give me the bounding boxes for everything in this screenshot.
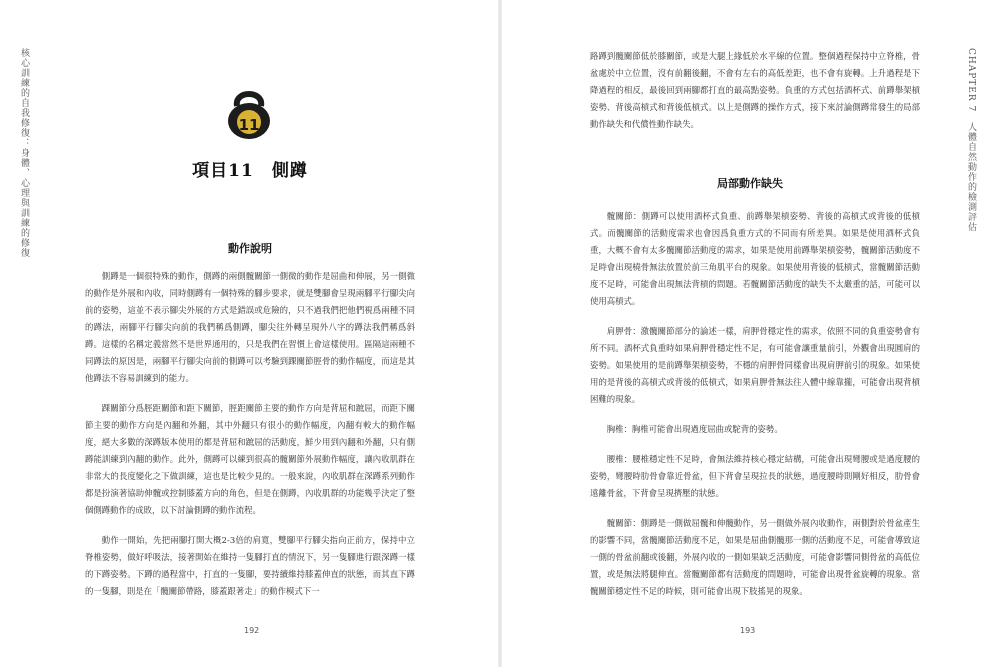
paragraph: 髖關節：側蹲是一側做屈髖和伸髖動作，另一側做外展內收動作，兩側對於骨盆產生的影響不同，當髖關節活動度不足，如果是屈曲側髖那一側的活動度不足，可能會導致這一側的骨盆前翻或後翻，外展內收的一側如果缺乏活動度，可能會影響同側骨盆的高低位置，或是無法將腿伸直。當髖關節都有活動度的問題時，可能會出現骨盆旋轉的現象。當髖關節穩定性不足的時候，則可能會出現下肢搖晃的現象。 [590, 518, 920, 596]
right-body-text [590, 208, 920, 613]
paragraph: 肩胛骨：激髖關節部分的論述一樣，肩胛骨穩定性的需求，依照不同的負重姿勢會有所不同。酒杯式負重時如果肩胛骨穩定性不足，有可能會讓重量前引，外觀會出現圓肩的姿勢。如果使用的是前蹲舉架槓姿勢，不穩的肩胛骨同樣會出現肩胛前引的現象。如果使用的是背後的高槓式或背後的低槓式，如果肩胛骨無法往人體中線靠攏，可能會出現背槓困難的現象。 [590, 326, 920, 404]
paragraph: 側蹲是一個很特殊的動作，側蹲的兩側髖關節一側微的動作是屈曲和伸展，另一側微的動作是外展和內收，同時側蹲有一個特殊的腳步要求，就是雙腳會呈現兩腳平行腳尖向前的姿勢，這並不表示腳尖外展的方式是錯誤或危險的，只不過我們把他們視爲兩種不同的蹲法，兩腳平行腳尖向前的我們稱爲側蹲，腳尖往外轉呈現外八字的蹲法我們稱爲斜蹲。這樣的名稱定義當然不是世界通用的，只是我們在習慣上會這樣使用。區隔這兩種不同蹲法的原因是，兩腳平行腳尖向前的側蹲可以考驗到踝關節脛骨的動作幅度，而這是其他蹲法不容易訓練到的能力。 [85, 271, 415, 383]
section-heading-description: 動作說明 [228, 242, 272, 255]
kettlebell-icon [226, 84, 272, 140]
paragraph: 路蹲到髖關節低於膝關節，或是大腿上緣低於水平線的位置。整個過程保持中立脊椎，骨盆處於中立位置，沒有前翻後翻，不會有左右的高低差距，也不會有旋轉。上升過程是下降過程的相反，最後回到兩腳都打直的最高點姿勢。負重的方式包括酒杯式、前蹲舉架槓姿勢、背後高槓式和背後低槓式。以上是側蹲的操作方式，接下來討論側蹲常發生的局部動作缺失和代償性動作缺失。 [590, 51, 920, 129]
right-page [500, 0, 1000, 667]
item-number: 11 [238, 116, 260, 134]
page-number-left: 192 [244, 626, 260, 635]
page-title: 項目11 側蹲 [192, 161, 308, 181]
running-head-left: 核心訓練的自我修復：身體、心理與訓練的修復 [19, 48, 29, 258]
right-continued-text [590, 48, 920, 146]
left-body-text [85, 268, 415, 613]
section-heading-local-faults: 局部動作缺失 [717, 177, 783, 190]
paragraph: 髖關節：側蹲可以使用酒杯式負重、前蹲舉架槓姿勢、背後的高槓式或背後的低槓式。而髖關節的活動度需求也會因爲負重方式的不同而有所差異。如果是使用酒杯式負重，大概不會有太多髖關節活動度的需求，如果是使用前蹲舉架槓姿勢，髖關節活動度不足時會出現橈骨無法放置於前三角肌平台的現象。如果使用背後的低槓式，當髖關節活動度不足時，可能會出現無法背槓的問題。若髖關節活動度的缺失不太嚴重的話，可能可以使用高槓式。 [590, 211, 920, 306]
paragraph: 胸椎：胸椎可能會出現過度屈曲或駝背的姿勢。 [606, 424, 783, 434]
page-number-right: 193 [740, 626, 756, 635]
paragraph: 腰椎：腰椎穩定性不足時，會無法維持核心穩定結構，可能會出現彎腰或是過度腰的姿勢，彎腰時肋骨會靠近骨盆，但下背會呈現拉長的狀態，過度腰時則剛好相反，肋骨會遠離骨盆，下背會呈現擠壓的狀態。 [590, 454, 920, 498]
running-head-right: CHAPTER 7 人體自然動作的檢測評估 [966, 48, 976, 233]
paragraph: 踝關節分爲脛距關節和距下關節，脛距關節主要的動作方向是背屈和蹠屈，而距下關節主要的動作方向是內翻和外翻，其中外翻只有很小的動作幅度，內翻有較大的動作幅度，絕大多數的深蹲版本使用的都是背屈和蹠屈的活動度，鮮少用到內翻和外翻，只有側蹲能訓練到內翻的動作。此外，側蹲可以練到很高的髖關節外展動作幅度，讓內收肌群在非常大的長度變化之下做訓練，這也是比較少見的。一般來說，內收肌群在深蹲系列動作都是扮演著協助伸髖或控制膝蓋方向的角色，但是在側蹲，內收肌群的功能幾乎決定了整個側蹲動作的成敗，以下討論側蹲的動作流程。 [85, 403, 415, 515]
paragraph: 動作一開始，先把兩腳打開大概2-3倍的肩寬，雙腳平行腳尖指向正前方，保持中立脊椎姿勢，做好呼吸法，接著開始在維持一隻腳打直的情況下，另一隻腳進行跟深蹲一樣的下蹲姿勢。下蹲的過程當中，打直的一隻腳，要持續維持膝蓋伸直的狀態，而其直下蹲的一隻腳，則是在「髖關節帶路，膝蓋跟著走」的動作模式下一 [85, 535, 415, 596]
